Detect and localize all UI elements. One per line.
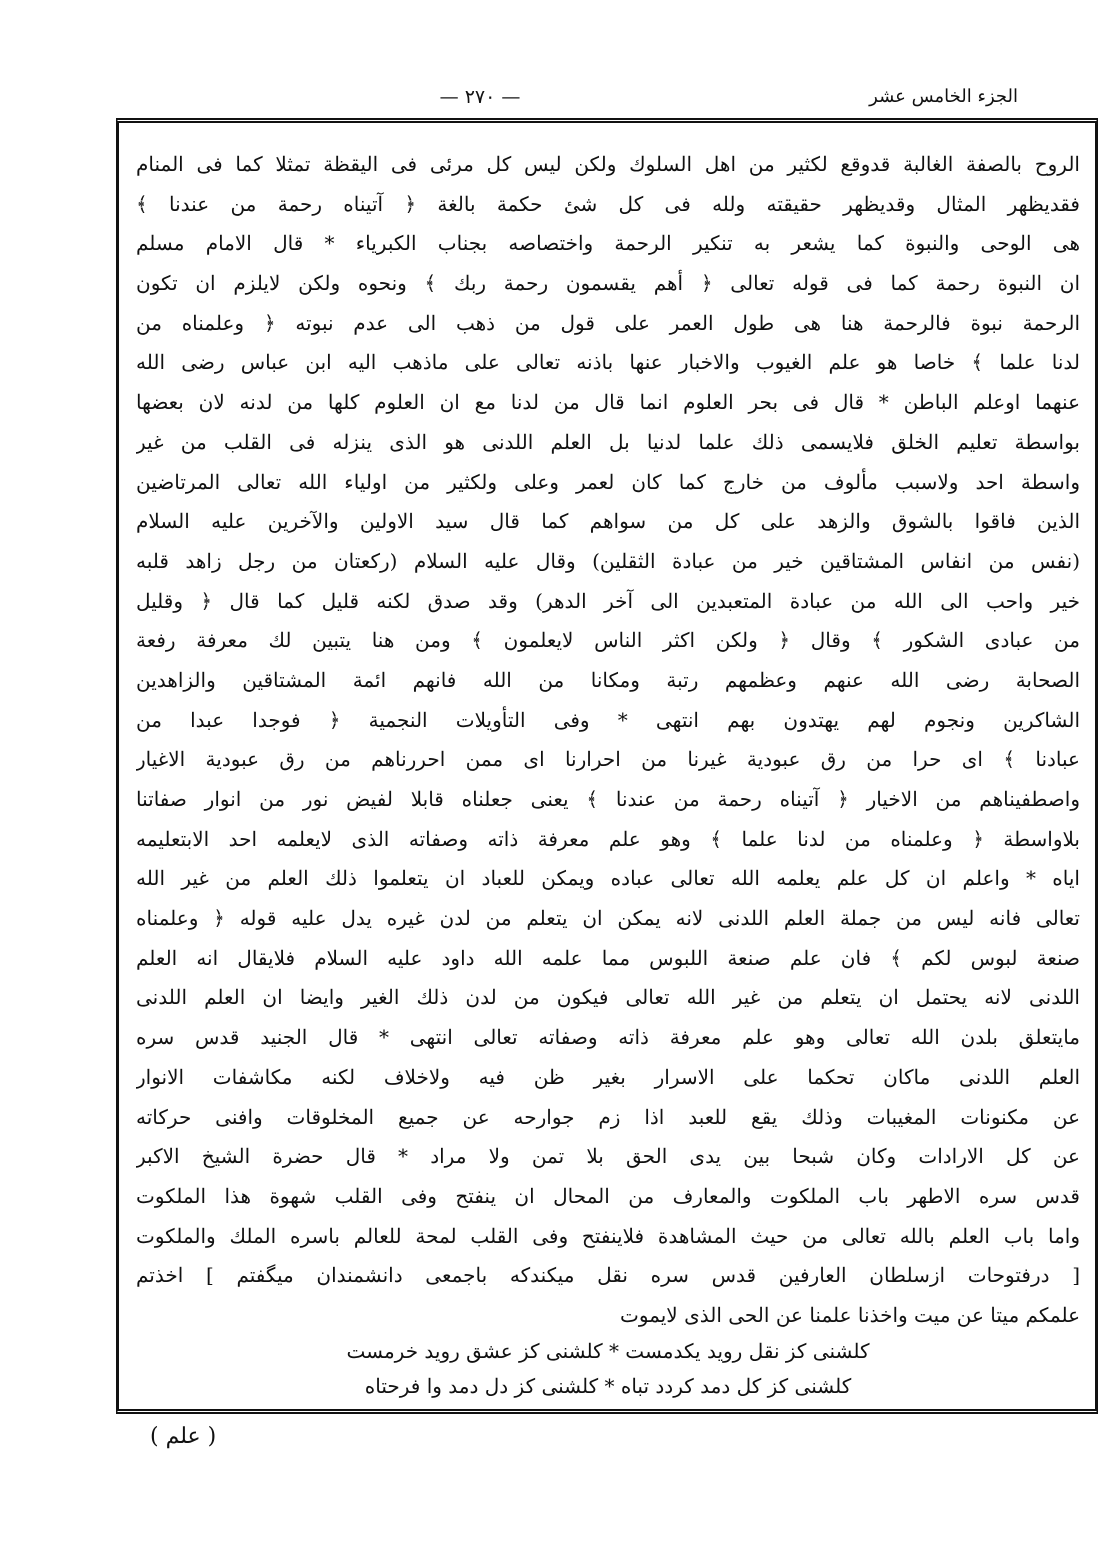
text-line: بلاواسطة ﴿ وعلمناه من لدنا علما ﴾ وهو علم معرفة ذاته وصفاته الذى لايعلمه احد الابتعليمه xyxy=(136,826,1080,851)
part-heading: الجزء الخامس عشر xyxy=(869,86,1018,107)
text-line: عن مكنونات المغيبات وذلك يقع للعبد اذا زم جوارحه عن جميع المخلوقات وافنى حركاته xyxy=(136,1104,1080,1129)
text-line: فقديظهر المثال وقديظهر حقيقته ولله فى كل شئ حكمة بالغة ﴿ آتيناه رحمة من عندنا ﴾ xyxy=(136,191,1080,216)
text-line: عنهما اوعلم الباطن * قال فى بحر العلوم انما قال من لدنا مع ان العلوم كلها من لدنه لان بعضها xyxy=(136,390,1080,415)
text-line: من عبادى الشكور ﴾ وقال ﴿ ولكن اكثر الناس لايعلمون ﴾ ومن هنا يتبين لك معرفة رفعة xyxy=(136,628,1080,653)
text-line: هى الوحى والنبوة كما يشعر به تنكير الرحمة واختصاصه بجناب الكبرياء * قال الامام مسلم xyxy=(136,231,1080,256)
text-line: عبادنا ﴾ اى حرا من رق عبودية غيرنا من احرارنا اى ممن احررناهم من رق عبودية الاغيار xyxy=(136,747,1080,772)
text-line: تعالى فانه ليس من جملة العلم اللدنى لانه يمكن ان يتعلم من لدن غيره يدل عليه قوله ﴿ وعلمناه xyxy=(136,906,1080,931)
text-line: الذين فاقوا بالشوق والزهد على كل من سواهم كما قال سيد الاولين والآخرين عليه السلام xyxy=(136,509,1080,534)
text-line: علمكم ميتا عن ميت واخذنا علمنا عن الحى الذى لايموت xyxy=(620,1302,1080,1327)
text-line: قدس سره الاطهر باب الملكوت والمعارف من المحال ان ينفتح وفى القلب شهوة هذا الملكوت xyxy=(136,1183,1080,1208)
main-text xyxy=(136,145,1080,1336)
text-line: الشاكرين ونجوم لهم يهتدون بهم انتهى * وفى التأويلات النجمية ﴿ فوجدا عبدا من xyxy=(136,707,1080,732)
text-line: الروح بالصفة الغالبة قدوقع لكثير من اهل السلوك ولكن ليس كل مرئى فى اليقظة تمثلا كما فى المنام xyxy=(136,152,1080,176)
text-line: (نفس من انفاس المشتاقين خير من عبادة الثقلين) وقال عليه السلام (ركعتان من رجل زاهد قلبه xyxy=(136,548,1080,573)
text-line: اللدنى لانه يحتمل ان يتعلم من غير الله تعالى فيكون من لدن ذلك الغير وايضا ان العلم اللدنى xyxy=(136,985,1080,1010)
text-line: عن كل الارادات وكان شبحا بين يدى الحق بلا تمن ولا مراد * قال حضرة الشيخ الاكبر xyxy=(136,1144,1080,1169)
text-line: واما باب العلم بالله تعالى من حيث المشاهدة فلاينفتح وفى القلب لمحة للعالم باسره الملك والملكوت xyxy=(136,1223,1080,1248)
text-line: بواسطة تعليم الخلق فلايسمى ذلك علما لدنيا بل العلم اللدنى هو الذى ينزله فى القلب من غير xyxy=(136,429,1080,454)
text-line: صنعة لبوس لكم ﴾ فان علم صنعة اللبوس مما علمه الله داود عليه السلام فلايقال انه العلم xyxy=(136,945,1080,970)
text-line: الرحمة نبوة فالرحمة هنا هى طول العمر على قول من ذهب الى عدم نبوته ﴿ وعلمناه من xyxy=(136,310,1080,335)
text-line: لدنا علما ﴾ خاصا هو علم الغيوب والاخبار عنها باذنه تعالى على ماذهب اليه ابن عباس رضى الله xyxy=(136,350,1080,375)
text-line: واسطة احد ولاسبب مألوف من خارج كما كان لعمر وعلى ولكثير من اولياء الله تعالى المرتاضين xyxy=(136,469,1080,494)
text-line: العلم اللدنى ماكان تحكما على الاسرار بغير ظن فيه ولاخلاف لكنه مكاشفات الانوار xyxy=(136,1064,1080,1089)
text-line: الصحابة رضى الله عنهم وعظمهم رتبة ومكانا من الله فانهم ائمة المشتاقين والزاهدين xyxy=(136,667,1080,692)
verse-line: كلشنى كز كل دمد كردد تباه * كلشنى كز دل دمد وا فرحتاه xyxy=(364,1374,852,1398)
page-number: — ٢٧٠ — xyxy=(439,86,521,108)
text-line: واصطفيناهم من الاخيار ﴿ آتيناه رحمة من عندنا ﴾ يعنى جعلناه قابلا لفيض نور من انوار صفاتنا xyxy=(136,787,1080,811)
text-line: [ درفتوحات ازسلطان العارفين قدس سره نقل ميكندكه باجمعى دانشمندان ميگفتم ] اخذتم xyxy=(136,1263,1080,1288)
text-line: ان النبوة رحمة كما فى قوله تعالى ﴿ أهم يقسمون رحمة ربك ﴾ ونحوه ولكن لايلزم ان تكون xyxy=(136,271,1080,296)
signature-mark: ( علم ) xyxy=(150,1424,217,1449)
verse-line: كلشنى كز نقل رويد يكدمست * كلشنى كز عشق رويد خرمست xyxy=(346,1339,870,1363)
text-line: اياه * واعلم ان كل علم يعلمه الله تعالى عباده ويمكن للعباد ان يتعلموا ذلك العلم من غير الله xyxy=(136,866,1080,891)
text-line: خير واحب الى الله من عبادة المتعبدين الى آخر الدهر) وقد صدق لكنه قليل كما قال ﴿ وقليل xyxy=(136,588,1080,613)
text-line: مايتعلق بلدن الله تعالى وهو علم معرفة ذاته وصفاته تعالى انتهى * قال الجنيد قدس سره xyxy=(136,1025,1080,1050)
